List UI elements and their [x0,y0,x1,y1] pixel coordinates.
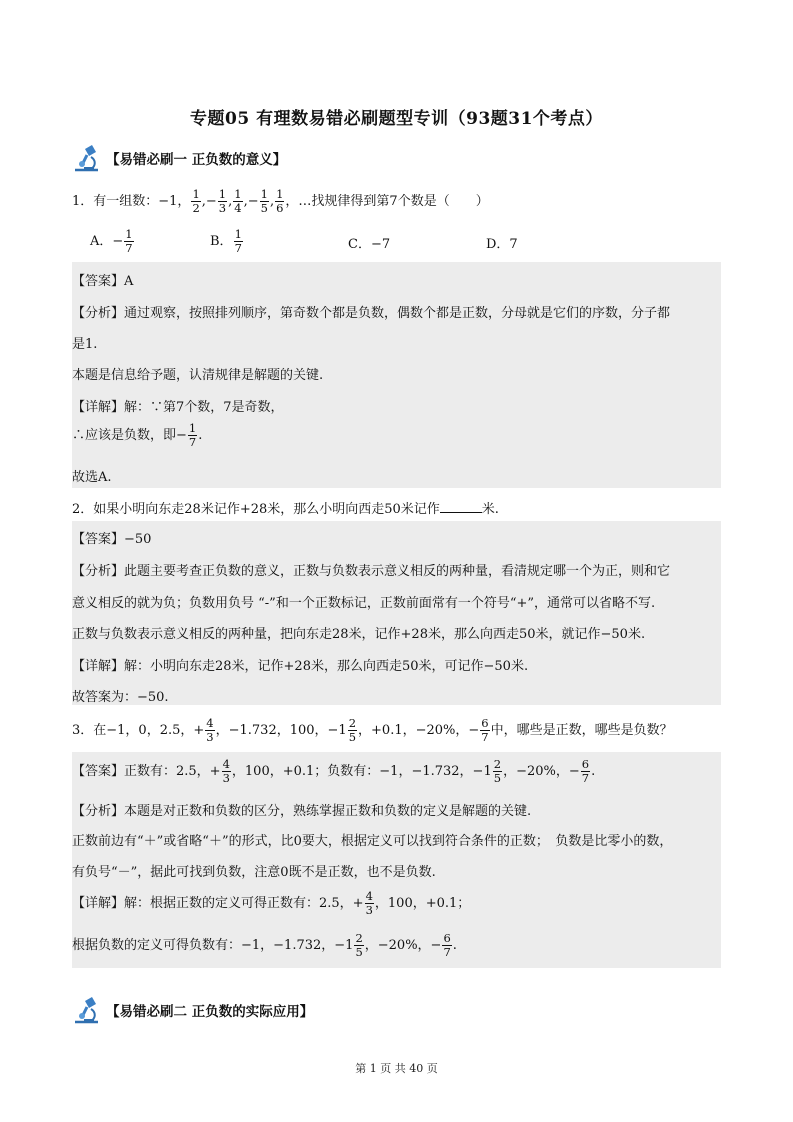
fraction: $\frac{1}{4}$ [234,187,242,215]
section-title: 【易错必刷一 正负数的意义】 [106,152,287,168]
section-header-1 [72,143,286,173]
analysis-cont: 正数前边有“＋”或省略“＋”的形式，比0要大，根据定义可以找到符合条件的正数； 负数是比零小的数， [72,834,673,849]
analysis-cont: 是1. [72,337,98,352]
answer: 【答案】A [72,274,134,289]
fraction: $\frac{1}{6}$ [276,187,284,215]
section-title: 【易错必刷二 正负数的实际应用】 [106,1004,314,1020]
analysis-cont: 意义相反的就为负；负数用负号 “-”和一个正数标记，正数前面常有一个符号“+”，通常可以省略不写. [72,596,656,611]
question-2-stem: 2．如果小明向东走28米记作+28米，那么小明向西走50米记作 米. [72,502,499,517]
fraction: $\frac{1}{3}$ [218,187,227,215]
option-c: C．−7 [348,237,391,252]
analysis-note: 正数与负数表示意义相反的两种量，把向东走28米，记作+28米，那么向西走50米，就记作−50米. [72,627,646,642]
analysis: 【分析】本题是对正数和负数的区分，熟练掌握正数和负数的定义是解题的关键. [72,804,532,819]
page-title: 专题05 有理数易错必刷题型专训（93题31个考点） [190,109,603,129]
detail: 【详解】解：小明向东走28米，记作+28米，那么向西走50米，可记作−50米. [72,659,529,674]
microscope-icon [72,995,104,1025]
question-1-stem: 1．有一组数：−1， $\frac{1}{2}$ ,− $\frac{1}{3}$ , $\frac{1}{4}$ ,− $\frac{1}{5}$ , $\frac{1}{6}$ ，…找规律得到第7个数是（ ） [72,187,489,215]
solution-box-2 [72,521,721,705]
microscope-icon [72,143,104,173]
option-d: D．7 [486,237,518,252]
fraction: $\frac{1}{2}$ [192,187,200,215]
answer-blank [440,500,482,513]
detail-cont: 根据负数的定义可得负数有：−1，−1.732，−1 $\frac{2}{5}$ ，−20%，− $\frac{6}{7}$ . [72,931,457,959]
fraction: $\frac{1}{5}$ [260,187,268,215]
page-number: 第 1 页 共 40 页 [355,1062,438,1075]
detail-cont: ∴应该是负数，即− $\frac{1}{7}$ . [72,421,203,449]
analysis: 【分析】此题主要考查正负数的意义，正数与负数表示意义相反的两种量，看清规定哪一个为正，则和它 [72,564,671,579]
section-header-2 [72,995,313,1025]
conclusion: 故选A. [72,470,112,485]
question-3-stem: 3．在−1，0，2.5，+ $\frac{4}{3}$ ，−1.732，100，−1 $\frac{2}{5}$ ，+0.1，−20%，− $\frac{6}{7}$ 中，哪些是正数，哪些是负数？ [72,716,673,744]
option-b: B． $\frac{1}{7}$ [210,227,242,255]
analysis-note: 有负号“－”，据此可找到负数，注意0既不是正数，也不是负数. [72,865,436,880]
option-a: A．− $\frac{1}{7}$ [90,227,133,255]
detail: 【详解】解：∵第7个数，7是奇数， [72,400,284,415]
analysis: 【分析】通过观察，按照排列顺序，第奇数个都是负数，偶数个都是正数，分母就是它们的序数，分子都 [72,306,671,321]
answer: 【答案】−50 [72,532,152,547]
conclusion: 故答案为：−50. [72,690,169,705]
detail: 【详解】解：根据正数的定义可得正数有：2.5，+ $\frac{4}{3}$ ，100，+0.1； [72,889,471,917]
answer: 【答案】正数有：2.5，+ $\frac{4}{3}$ ，100，+0.1；负数有：−1，−1.732，−1 $\frac{2}{5}$ ，−20%，− $\frac{6}{7}$ . [72,757,596,785]
analysis-note: 本题是信息给予题，认清规律是解题的关键. [72,368,324,383]
